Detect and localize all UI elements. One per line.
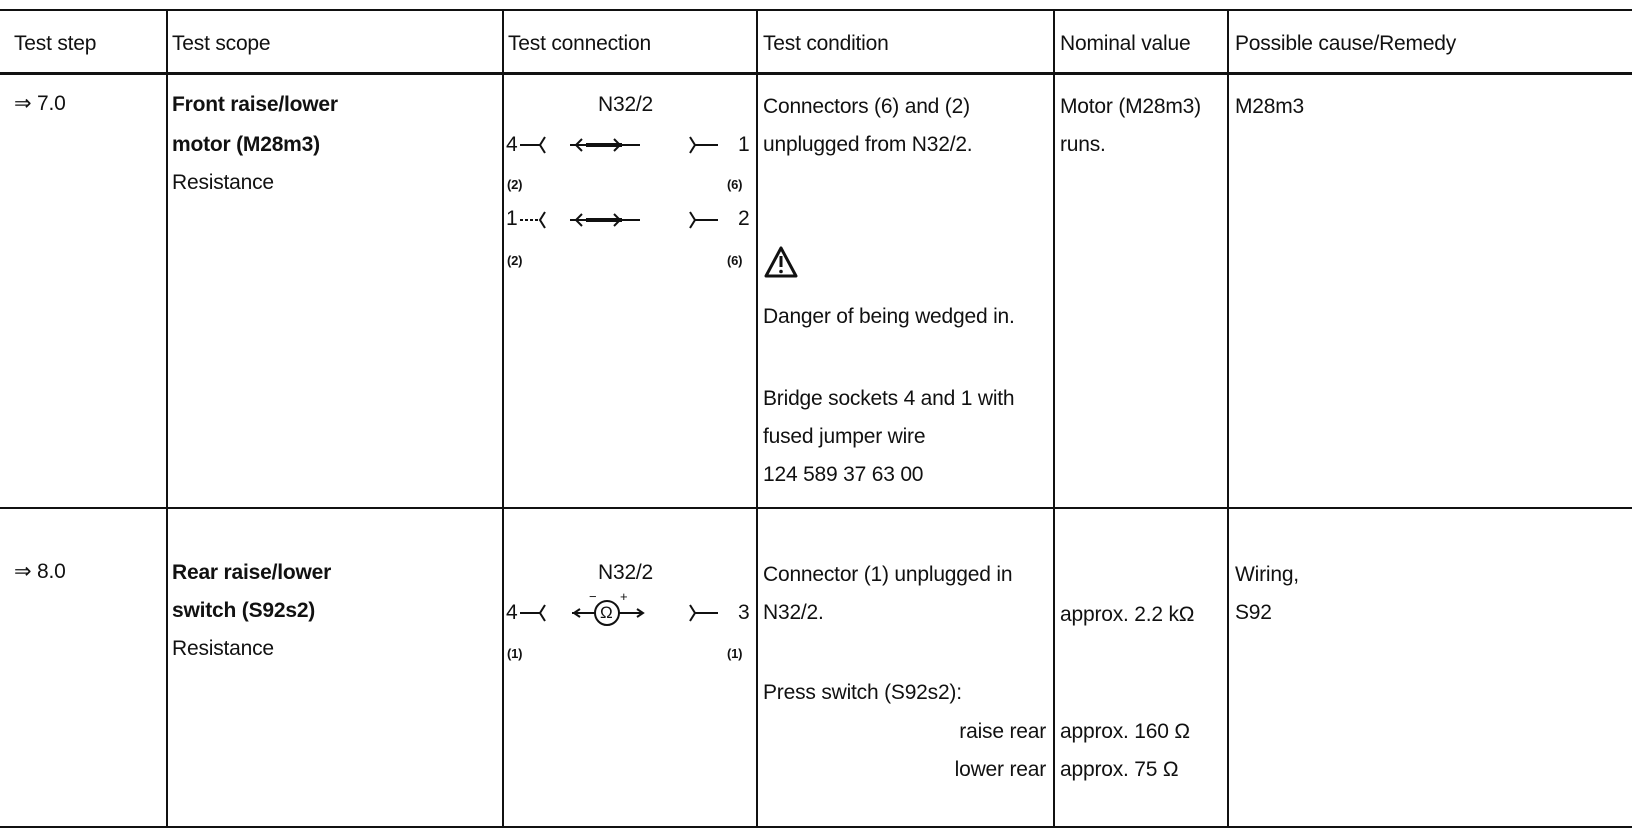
row1-conn-socket-left-2: (2)	[507, 253, 523, 268]
row1-conn-socket-right-1: (6)	[727, 177, 743, 192]
ohmmeter-symbol: Ω	[600, 603, 613, 622]
row2-condition-line2: N32/2.	[763, 601, 824, 624]
row2-condition-raise-rear: raise rear	[959, 720, 1046, 743]
row1-cause: M28m3	[1235, 95, 1305, 118]
row1-condition-line4: fused jumper wire	[763, 425, 926, 448]
row1-nominal-1: Motor (M28m3)	[1060, 95, 1201, 118]
row2-conn-pin-left: 4	[506, 601, 518, 624]
row2-plug-right	[690, 605, 695, 621]
ohmmeter-minus: −	[589, 589, 597, 604]
row1-conn-unit: N32/2	[598, 93, 654, 116]
row1-test-step: ⇒ 7.0	[14, 92, 66, 115]
row2-scope-title-2: switch (S92s2)	[172, 599, 316, 622]
row2-condition-lower-rear: lower rear	[954, 758, 1046, 781]
row2-conn-pin-right: 3	[738, 601, 750, 624]
row2-condition-line1: Connector (1) unplugged in	[763, 563, 1013, 586]
row2-conn-unit: N32/2	[598, 561, 654, 584]
header-test-scope: Test scope	[172, 32, 271, 55]
row1-scope-title-1: Front raise/lower	[172, 93, 338, 116]
header-nominal-value: Nominal value	[1060, 32, 1191, 55]
header-possible-cause: Possible cause/Remedy	[1235, 32, 1457, 55]
header-test-step: Test step	[14, 32, 97, 55]
row1-scope-type: Resistance	[172, 171, 274, 194]
row1-condition-warning: Danger of being wedged in.	[763, 305, 1015, 328]
row1-scope-title-2: motor (M28m3)	[172, 133, 320, 156]
ohmmeter-plus: +	[620, 589, 628, 604]
row2-cause-2: S92	[1235, 601, 1272, 624]
row1-conn-pin-left-1: 4	[506, 133, 518, 156]
row2-conn-socket-right: (1)	[727, 646, 743, 661]
row1-condition-line5: 124 589 37 63 00	[763, 463, 924, 486]
row2-nominal-3: approx. 75 Ω	[1060, 758, 1179, 781]
row2-scope-type: Resistance	[172, 637, 274, 660]
row2-probe-right	[619, 609, 643, 617]
row2-scope-title-1: Rear raise/lower	[172, 561, 332, 584]
row1-conn-pin-right-1: 1	[738, 133, 750, 156]
row2-conn-socket-left: (1)	[507, 646, 523, 661]
header-test-condition: Test condition	[763, 32, 889, 55]
row1-nominal-2: runs.	[1060, 133, 1106, 156]
row1-condition-line1: Connectors (6) and (2)	[763, 95, 970, 118]
row1-condition-line3: Bridge sockets 4 and 1 with	[763, 387, 1015, 410]
header-test-connection: Test connection	[508, 32, 651, 55]
row2-condition-line3: Press switch (S92s2):	[763, 681, 962, 704]
row2-nominal-1: approx. 2.2 kΩ	[1060, 603, 1195, 626]
row1-condition-line2: unplugged from N32/2.	[763, 133, 973, 156]
row2-probe-left	[572, 609, 595, 617]
row1-conn-socket-right-2: (6)	[727, 253, 743, 268]
row2-cause-1: Wiring,	[1235, 563, 1299, 586]
row1-conn-pin-right-2: 2	[738, 207, 750, 230]
row2-test-step: ⇒ 8.0	[14, 560, 66, 583]
row1-conn-pin-left-2: 1	[506, 207, 518, 230]
row2-plug-left	[540, 605, 545, 621]
row1-conn-socket-left-1: (2)	[507, 177, 523, 192]
row2-nominal-2: approx. 160 Ω	[1060, 720, 1190, 743]
